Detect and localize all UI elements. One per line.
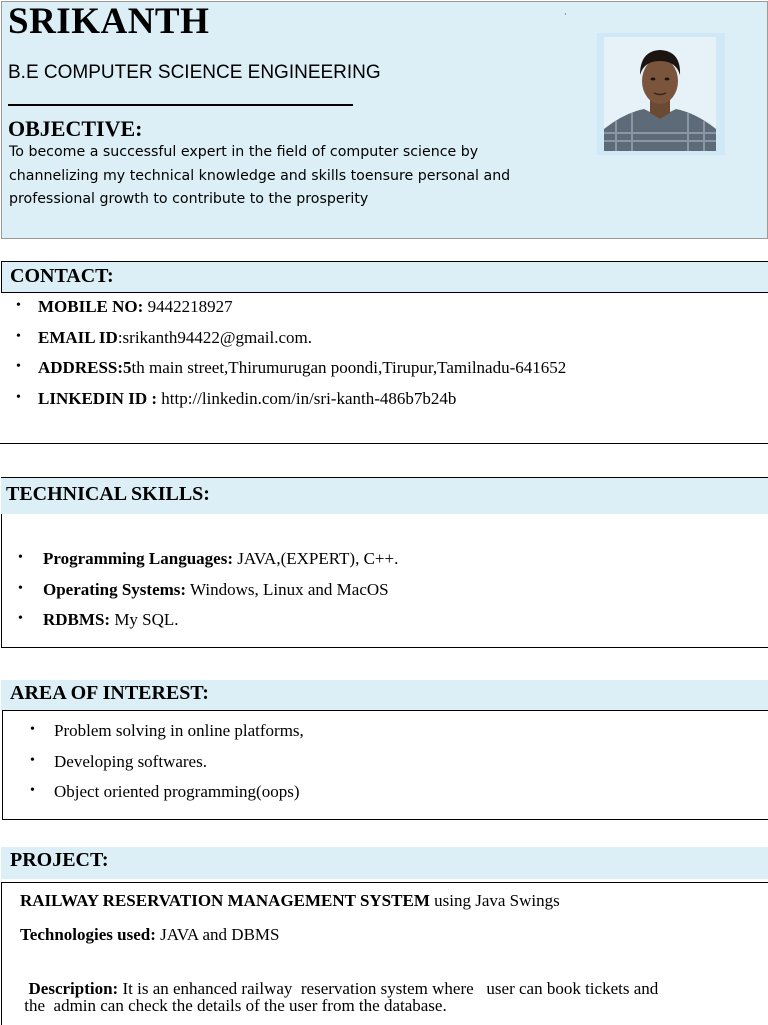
objective-line: channelizing my technical knowledge and skills toensure personal and — [9, 167, 511, 184]
skill-programming-languages: • Programming Languages: JAVA,(EXPERT), C++. — [43, 549, 398, 580]
contact-heading: CONTACT: — [10, 265, 114, 287]
profile-photo-image — [604, 37, 716, 151]
skill-rdbms: • RDBMS: My SQL. — [43, 610, 398, 641]
objective-line: professional growth to contribute to the prosperity — [9, 191, 369, 208]
skills-heading: TECHNICAL SKILLS: — [6, 483, 210, 505]
interest-item: • Problem solving in online platforms, — [54, 721, 304, 752]
objective-text — [9, 141, 554, 212]
degree-title: B.E COMPUTER SCIENCE ENGINEERING — [8, 62, 381, 83]
project-title: RAILWAY RESERVATION MANAGEMENT SYSTEM — [20, 891, 430, 910]
objective-heading: OBJECTIVE: — [8, 116, 143, 141]
interest-heading: AREA OF INTEREST: — [10, 682, 209, 704]
contact-linkedin: • LINKEDIN ID : http://linkedin.com/in/sri-kanth-486b7b24b — [38, 389, 566, 420]
project-description-continued: the admin can check the details of the user from the database. — [20, 996, 447, 1015]
contact-section-header — [1, 261, 768, 293]
interest-list — [54, 721, 304, 813]
skill-operating-systems: • Operating Systems: Windows, Linux and MacOS — [43, 580, 398, 611]
project-section-header — [1, 847, 768, 879]
interest-section-header — [1, 680, 768, 710]
header-divider — [8, 104, 353, 106]
objective-line: To become a successful expert in the field of computer science by — [9, 144, 479, 160]
contact-address: • ADDRESS:5th main street,Thirumurugan poondi,Tirupur,Tamilnadu-641652 — [38, 358, 566, 389]
interest-item: • Object oriented programming(oops) — [54, 782, 304, 813]
interest-item: • Developing softwares. — [54, 752, 304, 783]
profile-photo — [597, 33, 725, 155]
project-technologies: Technologies used: JAVA and DBMS — [20, 925, 280, 944]
project-title-line: RAILWAY RESERVATION MANAGEMENT SYSTEM using Java Swings — [20, 891, 560, 910]
skills-section-header — [1, 477, 768, 514]
project-heading: PROJECT: — [10, 849, 109, 871]
contact-mobile: • MOBILE NO: 9442218927 — [38, 297, 566, 328]
contact-email: • EMAIL ID:srikanth94422@gmail.com. — [38, 328, 566, 359]
skills-list — [43, 549, 398, 641]
project-description: Description: It is an enhanced railway reservation system where user can book tickets and — [28, 979, 659, 998]
contact-list — [38, 297, 566, 419]
stray-dot: · — [564, 10, 567, 19]
candidate-name: SRIKANTH — [8, 1, 210, 42]
